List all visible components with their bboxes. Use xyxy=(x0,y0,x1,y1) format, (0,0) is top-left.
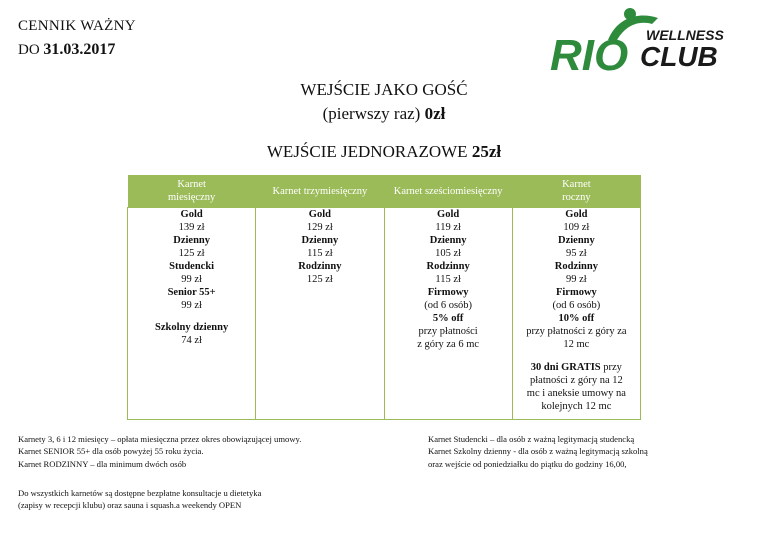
table-row xyxy=(128,286,641,312)
header-six-month: Karnet sześciomiesięczny xyxy=(384,175,512,208)
discount-note: przy płatności z góry za xyxy=(526,326,627,337)
table-cell xyxy=(384,208,512,235)
footer-line: Karnet Szkolny dzienny - dla osób z ważną legitymacją szkolną xyxy=(428,446,648,457)
table-cell xyxy=(512,208,640,235)
table-cell xyxy=(256,286,384,312)
plan-name: Rodzinny xyxy=(298,261,342,272)
guest-entry-title: WEJŚCIE JAKO GOŚĆ xyxy=(300,80,468,99)
header-monthly-label: Karnet miesięczny xyxy=(168,179,216,203)
footer-line: Karnety 3, 6 i 12 miesięcy – opłata miesięczna przez okres obowiązującej umowy. xyxy=(18,434,302,444)
footer-notes-left xyxy=(18,433,301,470)
gratis-label: 30 dni GRATIS xyxy=(530,362,601,373)
plan-price: 125 zł xyxy=(178,248,205,259)
plan-price: 115 zł xyxy=(307,248,333,259)
plan-name: Studencki xyxy=(169,261,215,272)
plan-name: Gold xyxy=(180,209,203,220)
header-monthly xyxy=(128,175,256,208)
table-cell xyxy=(512,234,640,260)
guest-entry-price: 0zł xyxy=(424,104,446,123)
table-cell xyxy=(512,286,640,312)
plan-name: Szkolny dzienny xyxy=(155,322,229,333)
table-cell xyxy=(384,312,512,351)
footer-line: (zapisy w recepcji klubu) oraz sauna i squash.a weekendy OPEN xyxy=(18,500,242,511)
single-entry-label: WEJŚCIE JEDNORAZOWE xyxy=(266,142,472,161)
plan-name: Senior 55+ xyxy=(167,287,216,298)
table-cell xyxy=(128,312,256,351)
plan-price: 119 zł xyxy=(435,222,461,233)
gratis-note: kolejnych 12 mc xyxy=(541,401,612,412)
plan-price: 115 zł xyxy=(435,274,461,285)
plan-price: 125 zł xyxy=(306,274,333,285)
plan-name: Gold xyxy=(437,209,460,220)
validity-date-value: 31.03.2017 xyxy=(43,41,116,58)
svg-text:RIO: RIO xyxy=(550,31,629,76)
plan-price: 99 zł xyxy=(181,300,202,311)
discount-label: 5% off xyxy=(432,313,464,324)
table-cell xyxy=(256,234,384,260)
plan-name: Dzienny xyxy=(173,235,210,246)
header-yearly-label: Karnet roczny xyxy=(562,179,591,203)
plan-name: Gold xyxy=(565,209,588,220)
svg-text:CLUB: CLUB xyxy=(640,41,718,72)
gratis-note: płatności z góry na 12 xyxy=(530,375,623,386)
table-cell xyxy=(256,312,384,351)
plan-price: 139 zł xyxy=(178,222,205,233)
footer-line: Karnet Studencki – dla osób z ważną legitymacją studencką xyxy=(428,434,635,444)
plan-price: (od 6 osób) xyxy=(552,300,601,311)
table-cell xyxy=(512,351,640,420)
plan-price: 74 zł xyxy=(181,335,202,346)
validity-date xyxy=(18,41,115,59)
table-row xyxy=(128,208,641,235)
header-yearly xyxy=(512,175,640,208)
validity-date-prefix: DO xyxy=(18,42,44,58)
plan-name: Firmowy xyxy=(427,287,469,298)
table-cell xyxy=(384,234,512,260)
validity-label: CENNIK WAŻNY xyxy=(18,18,136,34)
table-cell xyxy=(384,351,512,420)
gratis-offer xyxy=(515,361,638,374)
single-entry-price: 25zł xyxy=(471,142,502,161)
plan-price: 129 zł xyxy=(306,222,333,233)
table-cell xyxy=(256,260,384,286)
footer-notes-bottom xyxy=(18,487,261,512)
plan-name: Dzienny xyxy=(301,235,339,246)
table-cell xyxy=(128,234,256,260)
table-row xyxy=(128,260,641,286)
table-cell xyxy=(256,208,384,235)
footer-notes-right xyxy=(428,433,648,470)
footer-line: oraz wejście od poniedziałku do piątku do godziny 16,00, xyxy=(428,458,627,469)
table-cell xyxy=(384,286,512,312)
plan-price: 105 zł xyxy=(435,248,462,259)
discount-note: 12 mc xyxy=(563,339,590,350)
discount-label: 10% off xyxy=(558,313,595,324)
plan-price: (od 6 osób) xyxy=(424,300,473,311)
plan-name: Rodzinny xyxy=(426,261,470,272)
table-cell xyxy=(384,260,512,286)
guest-entry-note: (pierwszy raz) xyxy=(322,104,425,123)
footer-line: Do wszystkich karnetów są dostępne bezpłatne konsultacje u dietetyka xyxy=(18,488,262,498)
footer-line: Karnet RODZINNY – dla minimum dwóch osób xyxy=(18,458,187,469)
plan-price: 109 zł xyxy=(563,222,590,233)
table-cell xyxy=(512,312,640,351)
header-three-month: Karnet trzymiesięczny xyxy=(256,175,384,208)
gratis-note: przy xyxy=(600,362,622,373)
plan-price: 99 zł xyxy=(181,274,202,285)
plan-name: Rodzinny xyxy=(554,261,598,272)
price-table-header xyxy=(128,175,641,208)
table-cell xyxy=(512,260,640,286)
plan-price: 95 zł xyxy=(566,248,587,259)
table-cell xyxy=(256,351,384,420)
discount-note: z góry za 6 mc xyxy=(417,339,480,350)
plan-price: 99 zł xyxy=(566,274,587,285)
table-cell xyxy=(128,208,256,235)
price-table xyxy=(127,175,641,420)
table-row xyxy=(128,312,641,351)
table-cell xyxy=(128,351,256,420)
single-entry-title xyxy=(0,142,768,162)
plan-name: Gold xyxy=(308,209,331,220)
plan-name: Dzienny xyxy=(429,235,467,246)
table-row xyxy=(128,234,641,260)
table-cell xyxy=(128,260,256,286)
discount-note: przy płatności xyxy=(418,326,478,337)
footer-line: Karnet SENIOR 55+ dla osób powyżej 55 roku życia. xyxy=(18,446,204,457)
svg-text:WELLNESS: WELLNESS xyxy=(646,27,724,43)
plan-name: Firmowy xyxy=(555,287,597,298)
guest-entry-subtitle xyxy=(0,104,768,124)
gratis-note: mc i aneksie umowy na xyxy=(526,388,626,399)
rio-wellness-club-logo xyxy=(548,4,728,76)
table-cell xyxy=(128,286,256,312)
table-row xyxy=(128,351,641,420)
plan-name: Dzienny xyxy=(558,235,595,246)
